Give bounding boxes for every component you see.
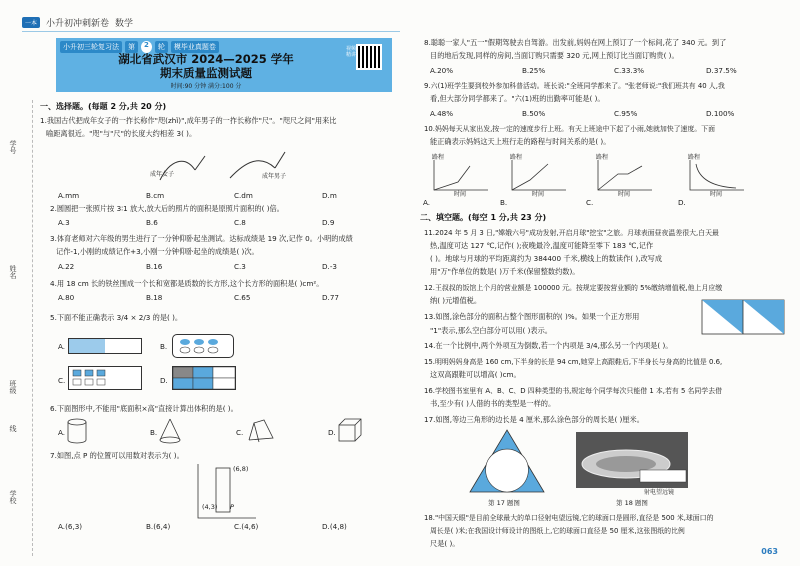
question-9-line1: 9.六(1)班学生要到校外参加科普活动。班长说:"全班同学都来了。"张老师说:"我们班共有 40 人,我 bbox=[424, 82, 725, 90]
option-d[interactable]: D.(4,8) bbox=[322, 522, 347, 531]
question-2-options bbox=[58, 218, 382, 227]
point-6-8-label: (6,8) bbox=[233, 465, 249, 473]
question-1-line2: 喻距离很近。"咫"与"尺"的长度大约相差 3( )。 bbox=[46, 129, 197, 138]
option-a[interactable]: A.mm bbox=[58, 191, 80, 200]
round-number: 2 bbox=[141, 41, 152, 53]
graph-a-ylabel: 路程 bbox=[432, 154, 445, 161]
page-header bbox=[22, 14, 133, 30]
option-d[interactable]: D.-3 bbox=[322, 262, 337, 271]
question-11-line3: ( )。地球与月球的平均距离约为 384400 千米,横线上的数读作( ),改写成 bbox=[430, 254, 663, 263]
question-8-line2: 目的地后发现,同样的房间,当面订购只需要 320 元,网上预订比当面订购贵( )。 bbox=[430, 51, 679, 60]
option-d[interactable]: D.m bbox=[322, 191, 337, 200]
question-12-line1: 12.王叔叔的饭馆上个月的营业额是 100000 元。按规定要按营业额的 5%缴纳增值税,他上月应缴 bbox=[424, 284, 723, 292]
option-b[interactable]: B.50% bbox=[522, 109, 546, 118]
figure-18-caption: 第 18 题图 bbox=[616, 499, 648, 507]
question-15-line1: 15.明明妈妈身高是 160 cm,下半身的长是 94 cm,她穿上高跟鞋后,下半身长与身高的比值是 0.6, bbox=[424, 358, 723, 366]
option-a[interactable]: A.20% bbox=[430, 66, 454, 75]
graph-d-xlabel: 时间 bbox=[710, 191, 723, 198]
cube-icon bbox=[338, 418, 362, 444]
question-3-line1: 3.体育老师对六年级的男生进行了一分钟仰卧起坐测试。达标成绩是 19 次,记作 0。小明的成绩 bbox=[50, 234, 353, 243]
question-9-line2: 看,但大部分同学都来了。"六(1)班的出勤率可能是( )。 bbox=[430, 94, 605, 103]
question-5: 5.下面不能正确表示 3/4 × 2/3 的是( )。 bbox=[50, 313, 183, 322]
question-8-line1: 8.聪聪一家人"五一"假期驾驶去自驾游。出发前,妈妈在网上预订了一个标间,花了 340 元。到了 bbox=[424, 38, 727, 47]
option-b[interactable]: B.25% bbox=[522, 66, 546, 75]
figure-17-caption: 第 17 题图 bbox=[488, 499, 520, 507]
graph-c-xlabel: 时间 bbox=[618, 191, 631, 198]
side-label-class: 班级 bbox=[9, 380, 17, 394]
header-divider bbox=[22, 31, 400, 32]
question-7: 7.如图,点 P 的位置可以用数对表示为( )。 bbox=[50, 451, 184, 460]
graph-a-xlabel: 时间 bbox=[454, 191, 467, 198]
question-7-options bbox=[58, 522, 382, 531]
prism-icon bbox=[246, 418, 276, 444]
question-16-line2: 书,至少有( )人借的书的类型是一样的。 bbox=[430, 399, 556, 408]
question-17: 17.如图,等边三角形的边长是 4 厘米,那么涂色部分的周长是( )厘米。 bbox=[424, 415, 644, 424]
option-c[interactable]: C.dm bbox=[234, 191, 253, 200]
q5-label-c[interactable]: C. bbox=[58, 376, 66, 385]
q10-label-b[interactable]: B. bbox=[500, 198, 508, 207]
q10-label-a[interactable]: A. bbox=[423, 198, 431, 207]
cylinder-icon bbox=[66, 418, 88, 444]
series-title: 小升初冲刺新卷 bbox=[46, 18, 110, 29]
q5-label-b[interactable]: B. bbox=[160, 342, 168, 351]
option-d[interactable]: D.37.5% bbox=[706, 66, 737, 75]
option-c[interactable]: C.65 bbox=[234, 293, 251, 302]
q6-label-c[interactable]: C. bbox=[236, 428, 244, 437]
question-4: 4.用 18 cm 长的铁丝围成一个长和宽都是质数的长方形,这个长方形的面积是( )cm²。 bbox=[50, 279, 324, 288]
q5-label-a[interactable]: A. bbox=[58, 342, 66, 351]
question-18-line3: 尺是( )。 bbox=[430, 539, 460, 548]
question-11-line1: 11.2024 年 5 月 3 日,"嫦娥六号"成功发射,开启月球"挖宝"之旅。月球表面昼夜温差很大,白天最 bbox=[424, 229, 719, 237]
banner-tab: 第 bbox=[125, 41, 138, 53]
side-label-name: 姓名 bbox=[9, 265, 17, 279]
q5-label-d[interactable]: D. bbox=[160, 376, 168, 385]
qr-code-icon[interactable] bbox=[356, 44, 382, 70]
question-4-options bbox=[58, 293, 382, 302]
option-a[interactable]: A.(6,3) bbox=[58, 522, 83, 531]
option-a[interactable]: A.80 bbox=[58, 293, 75, 302]
graph-b-ylabel: 路程 bbox=[510, 154, 523, 161]
question-13-line2: "1"表示,那么空白部分可以用( )表示。 bbox=[430, 326, 552, 335]
point-p-label: P bbox=[230, 503, 234, 511]
option-a[interactable]: A.48% bbox=[430, 109, 454, 118]
cone-icon bbox=[158, 418, 182, 444]
question-3-line2: 记作-1,小刚的成绩记作+3,小刚一分钟仰卧起坐的成绩是( )次。 bbox=[56, 247, 259, 256]
option-c[interactable]: C.95% bbox=[614, 109, 638, 118]
fast-telescope-photo bbox=[576, 432, 688, 488]
binding-line bbox=[32, 100, 33, 556]
option-b[interactable]: B.cm bbox=[146, 191, 165, 200]
question-6: 6.下面图形中,不能用"底面积×高"直接计算出体积的是( )。 bbox=[50, 404, 238, 413]
option-c[interactable]: C.3 bbox=[234, 262, 246, 271]
option-d[interactable]: D.9 bbox=[322, 218, 335, 227]
question-13-line1: 13.如图,涂色部分的面积占整个图形面积的( )%。如果一个正方形用 bbox=[424, 312, 640, 321]
question-18-line2: 周长是( )米;在我国设计师设计的图纸上,它的球面口直径是 50 厘米,这张图纸的比例 bbox=[430, 527, 685, 535]
question-16-line1: 16.学校图书室里有 A、B、C、D 四种类型的书,规定每个同学每次只能借 1 本,若有 5 名同学去借 bbox=[424, 387, 722, 395]
question-18-line1: 18."中国天眼"是目前全球最大的单口径射电望远镜,它的球面口是圆形,直径是 500 米,球面口的 bbox=[424, 514, 714, 522]
q5-figure-d bbox=[172, 366, 236, 390]
question-14: 14.在一个比例中,两个外项互为倒数,若一个内项是 3/4,那么另一个内项是( )。 bbox=[424, 341, 673, 350]
graph-d-ylabel: 路程 bbox=[688, 154, 701, 161]
q5-figure-b bbox=[172, 334, 234, 358]
q6-label-b[interactable]: B. bbox=[150, 428, 158, 437]
side-label-school: 学校 bbox=[9, 490, 17, 504]
female-label: 成年女子 bbox=[150, 171, 175, 178]
graph-b-xlabel: 时间 bbox=[532, 191, 545, 198]
page-number: 063 bbox=[761, 547, 778, 556]
option-b[interactable]: B.(6,4) bbox=[146, 522, 171, 531]
option-b[interactable]: B.6 bbox=[146, 218, 158, 227]
q6-label-a[interactable]: A. bbox=[58, 428, 66, 437]
q6-label-d[interactable]: D. bbox=[328, 428, 336, 437]
question-8-options bbox=[430, 66, 766, 75]
question-1-line1: 1.我国古代把成年女子的一拃长称作"咫(zhǐ)",成年男子的一拃长称作"尺"。"咫尺之间"用来比 bbox=[40, 116, 337, 125]
graph-c-ylabel: 路程 bbox=[596, 154, 609, 161]
question-9-options bbox=[430, 109, 766, 118]
side-label-line: 线 bbox=[9, 425, 17, 432]
option-d[interactable]: D.77 bbox=[322, 293, 339, 302]
exam-title-line1: 湖北省武汉市 2024—2025 学年 bbox=[118, 52, 294, 66]
q10-label-c[interactable]: C. bbox=[586, 198, 594, 207]
qr-caption: 视频精讲 bbox=[346, 46, 357, 58]
option-b[interactable]: B.18 bbox=[146, 293, 163, 302]
series-logo: 一本 bbox=[22, 17, 40, 28]
question-15-line2: 这双高跟鞋可以增高( )cm。 bbox=[430, 370, 521, 379]
option-c[interactable]: C.8 bbox=[234, 218, 246, 227]
banner-tab: 模毕业真题卷 bbox=[171, 41, 219, 53]
section-choice-title: 一、选择题。(每题 2 分,共 20 分) bbox=[40, 102, 167, 111]
telescope-tag: 射电望远镜 bbox=[644, 489, 675, 496]
exam-meta: 时间:90 分钟 满分:100 分 bbox=[170, 83, 242, 90]
banner-tab: 小升初三轮复习法 bbox=[60, 41, 122, 53]
option-d[interactable]: D.100% bbox=[706, 109, 735, 118]
question-3-options bbox=[58, 262, 382, 271]
q5-figure-a bbox=[68, 338, 142, 354]
option-c[interactable]: C.(4,6) bbox=[234, 522, 259, 531]
option-a[interactable]: A.3 bbox=[58, 218, 70, 227]
triangle-figure bbox=[470, 430, 544, 492]
option-b[interactable]: B.16 bbox=[146, 262, 163, 271]
question-2: 2.圆圆把一张照片按 3∶1 放大,放大后的照片的面积是原照片面积的( )倍。 bbox=[50, 204, 284, 213]
question-10-line1: 10.妈妈每天从家出发,按一定的速度步行上班。有天上班途中下起了小雨,她就加快了速度。下面 bbox=[424, 125, 715, 133]
male-label: 成年男子 bbox=[262, 173, 287, 180]
q13-shaded-figure bbox=[702, 300, 784, 334]
subject-label: 数学 bbox=[115, 18, 134, 29]
option-c[interactable]: C.33.3% bbox=[614, 66, 645, 75]
point-4-3-label: (4,3) bbox=[202, 503, 218, 511]
question-10-line2: 能正确表示妈妈这天上班行走的路程与时间关系的是( )。 bbox=[430, 137, 611, 146]
banner-tab: 轮 bbox=[155, 41, 168, 53]
exam-title bbox=[96, 52, 316, 80]
exam-title-line2: 期末质量监测试题 bbox=[160, 66, 252, 80]
option-a[interactable]: A.22 bbox=[58, 262, 75, 271]
section-fill-title: 二、填空题。(每空 1 分,共 23 分) bbox=[420, 213, 547, 222]
question-11-line2: 热,温度可达 127 ℃,记作( );夜晚最冷,温度可能降至零下 183 ℃,记作 bbox=[430, 241, 654, 250]
q10-label-d[interactable]: D. bbox=[678, 198, 686, 207]
side-label-id: 学号 bbox=[9, 140, 17, 154]
title-banner bbox=[56, 38, 392, 92]
q5-figure-c bbox=[68, 366, 142, 390]
question-1-options bbox=[58, 191, 382, 200]
question-12-line2: 纳( )元增值税。 bbox=[430, 296, 482, 305]
question-11-line4: 用"万"作单位的数是( )万千米(保留整数约数)。 bbox=[430, 267, 580, 276]
